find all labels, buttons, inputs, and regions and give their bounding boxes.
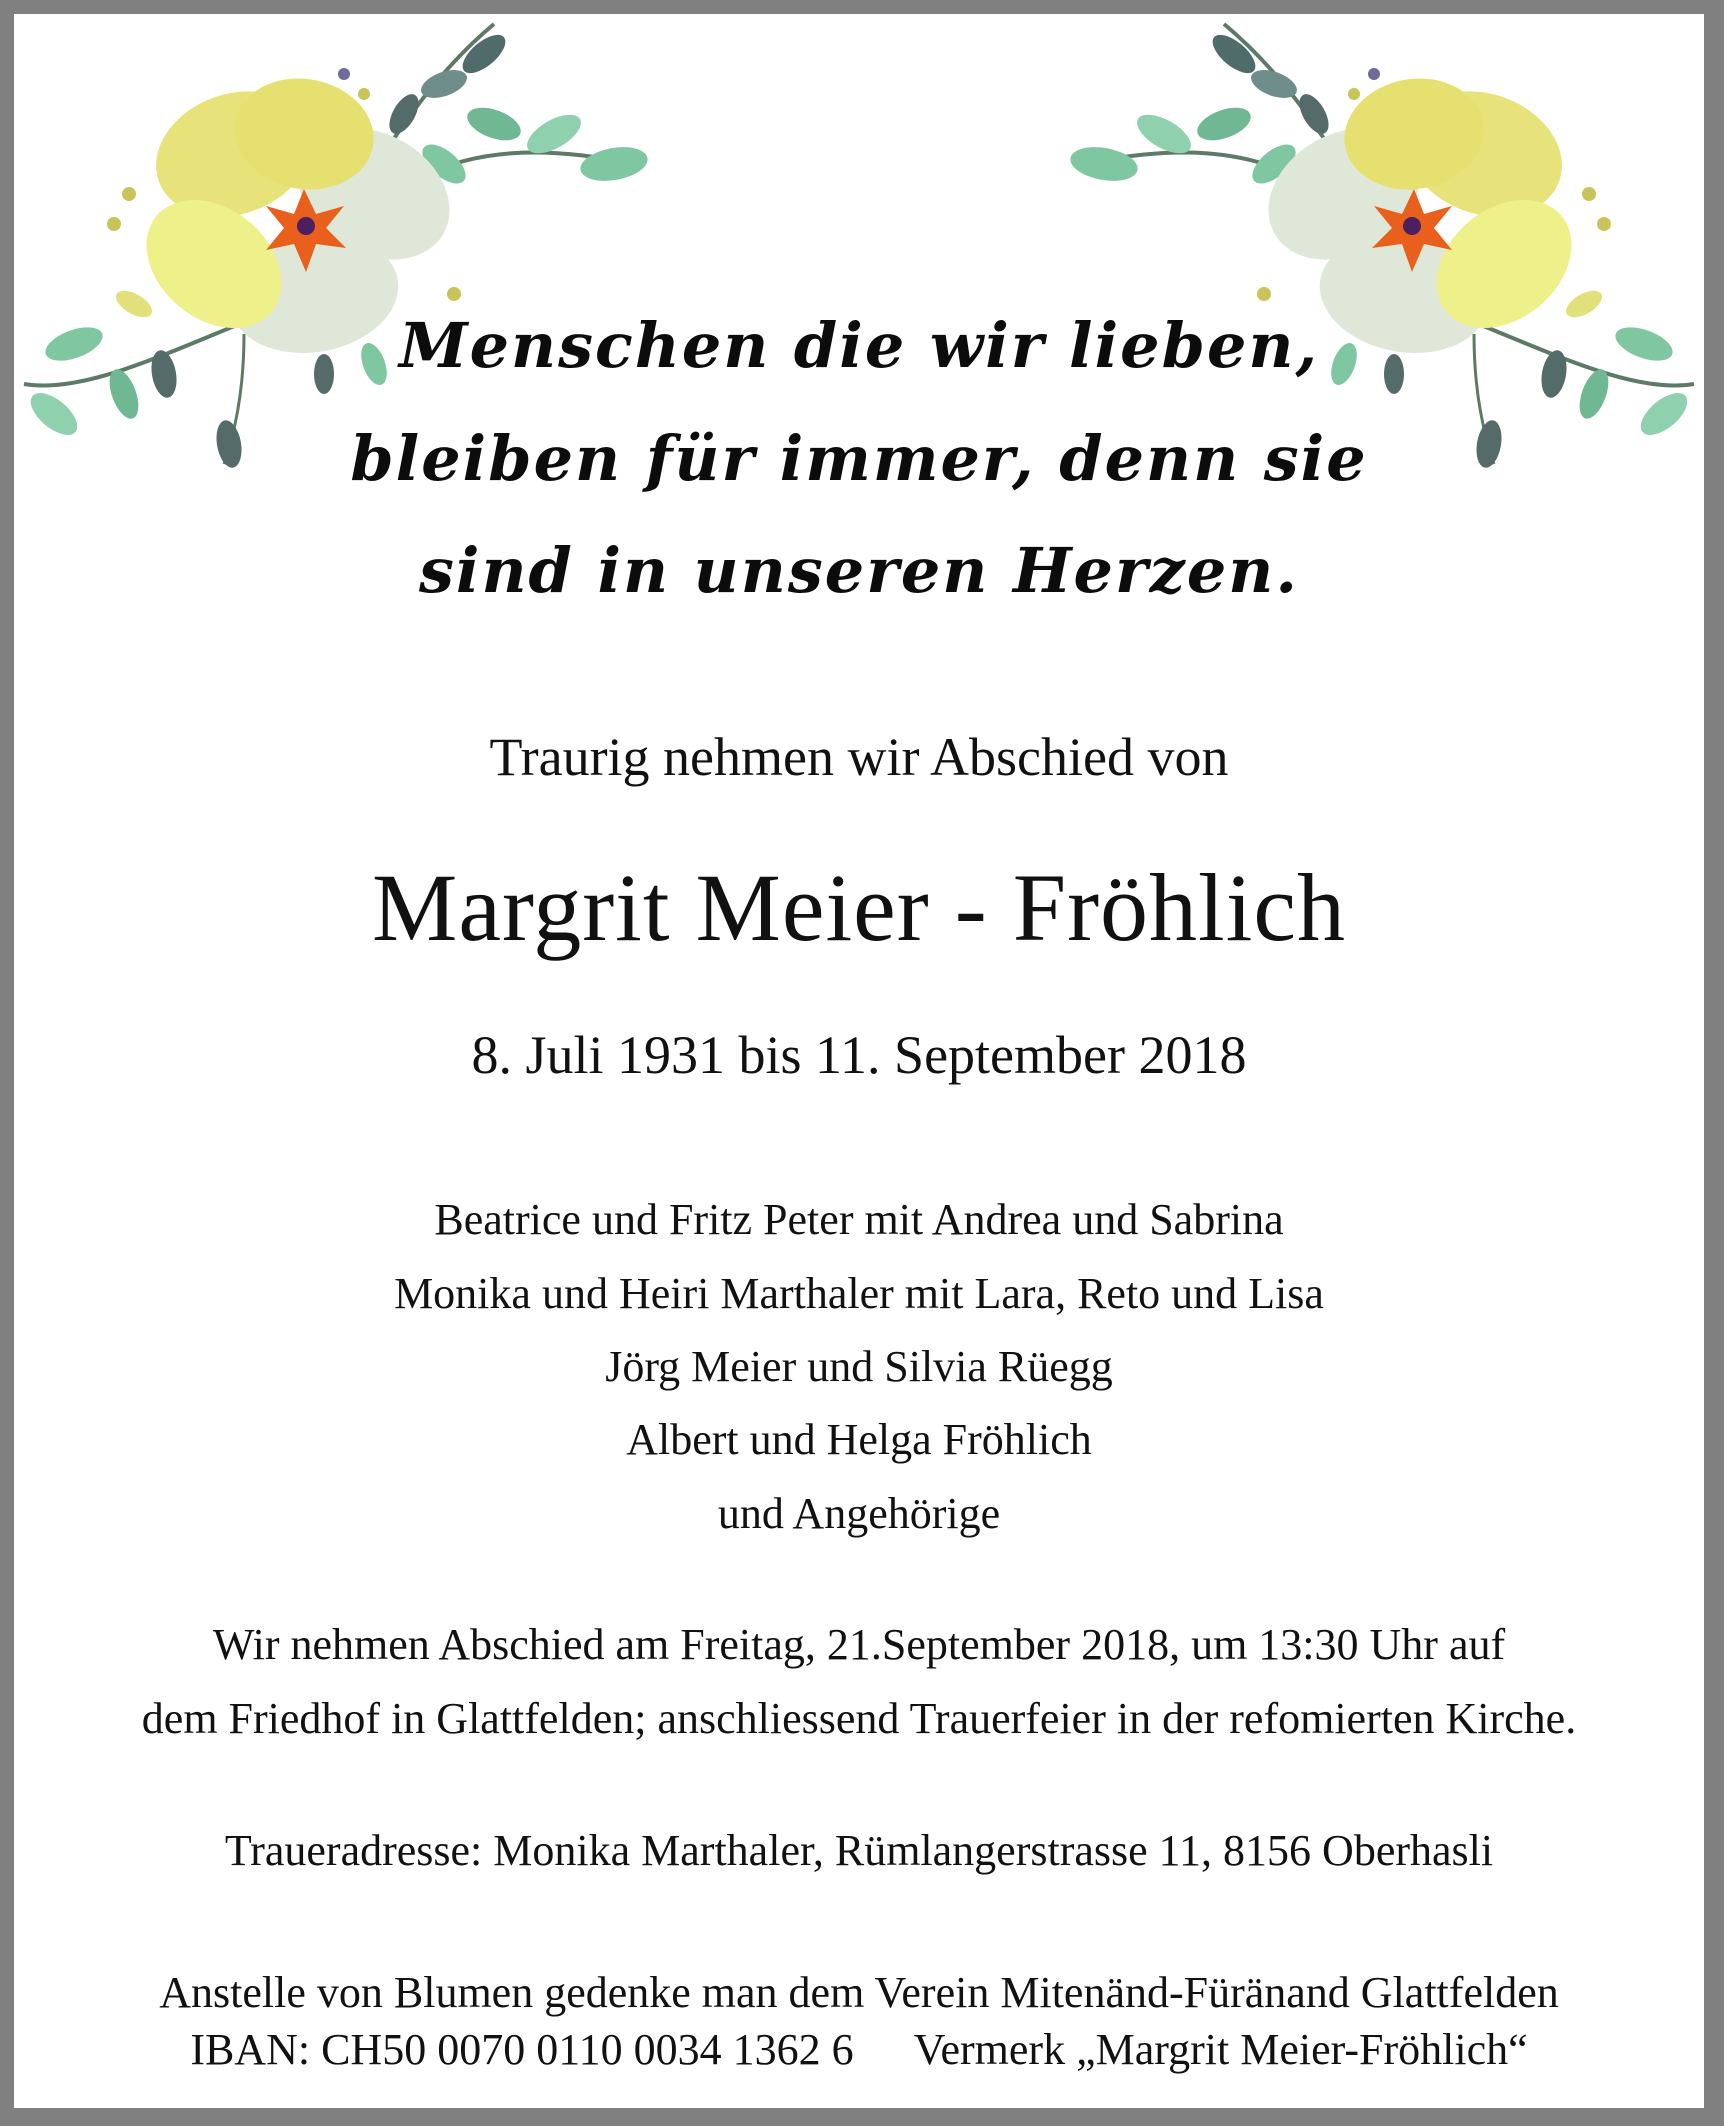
- deceased-name: Margrit Meier - Fröhlich: [371, 854, 1346, 961]
- family-line-5: und Angehörige: [717, 1489, 1001, 1538]
- floral-decoration-right: [1044, 14, 1704, 484]
- quote-line-1: Menschen die wir lieben,: [398, 309, 1320, 382]
- family-line-1: Beatrice und Fritz Peter mit Andrea und Sabrina: [434, 1195, 1284, 1244]
- quote-line-2: bleiben für immer, denn sie: [350, 422, 1368, 495]
- family-line-4: Albert und Helga Fröhlich: [626, 1415, 1092, 1464]
- life-dates: 8. Juli 1931 bis 11. September 2018: [471, 1025, 1247, 1085]
- floral-decoration-left: [14, 14, 674, 484]
- intro-text: Traurig nehmen wir Abschied von: [489, 727, 1229, 787]
- donation-text: Anstelle von Blumen gedenke man dem Verein Mitenänd-Füränand Glattfelden: [159, 1968, 1559, 2017]
- quote-line-3: sind in unseren Herzen.: [419, 534, 1299, 607]
- ceremony-line-1: Wir nehmen Abschied am Freitag, 21.September 2018, um 13:30 Uhr auf: [212, 1620, 1506, 1669]
- donation-note: Vermerk „Margrit Meier-Fröhlich“: [913, 2025, 1528, 2074]
- obituary-card: [14, 14, 1704, 2108]
- donation-details: [14, 2024, 1704, 2075]
- mourning-address: Traueradresse: Monika Marthaler, Rümlangerstrasse 11, 8156 Oberhasli: [224, 1826, 1494, 1875]
- iban-text: IBAN: CH50 0070 0110 0034 1362 6: [190, 2025, 854, 2074]
- family-line-3: Jörg Meier und Silvia Rüegg: [605, 1342, 1113, 1391]
- ceremony-line-2: dem Friedhof in Glattfelden; anschliessend Trauerfeier in der refomierten Kirche.: [141, 1694, 1577, 1743]
- family-line-2: Monika und Heiri Marthaler mit Lara, Reto und Lisa: [394, 1269, 1324, 1318]
